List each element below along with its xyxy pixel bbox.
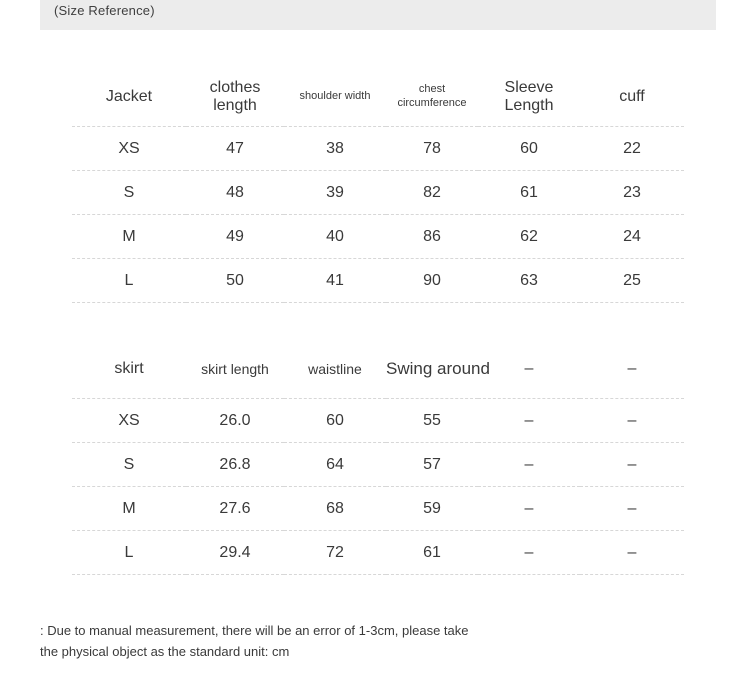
size-reference-label: (Size Reference)	[54, 3, 155, 18]
cell-value: –	[580, 399, 684, 443]
note-line-2: the physical object as the standard unit: cm	[40, 644, 290, 660]
table-row	[72, 531, 684, 575]
cell-value: 68	[284, 487, 386, 531]
table-header-row	[72, 340, 684, 399]
cell-value: 60	[284, 399, 386, 443]
cell-value: 55	[386, 399, 478, 443]
cell-value: 47	[186, 127, 284, 171]
cell-value: 78	[386, 127, 478, 171]
table-row	[72, 127, 684, 171]
cell-value: 72	[284, 531, 386, 575]
cell-value: –	[580, 487, 684, 531]
cell-value: 40	[284, 215, 386, 259]
measurement-note	[40, 620, 700, 663]
column-header: Jacket	[72, 68, 186, 127]
column-header: waistline	[284, 340, 386, 399]
cell-value: 25	[580, 259, 684, 303]
jacket-size-table-block	[72, 68, 684, 303]
note-line-1: : Due to manual measurement, there will be an error of 1-3cm, please take	[40, 623, 469, 638]
column-header: Swing around	[386, 340, 478, 399]
cell-value: 90	[386, 259, 478, 303]
cell-value: 59	[386, 487, 478, 531]
cell-value: 61	[478, 171, 580, 215]
table-row	[72, 259, 684, 303]
cell-value: –	[478, 399, 580, 443]
table-row	[72, 443, 684, 487]
cell-value: 41	[284, 259, 386, 303]
cell-value: –	[478, 531, 580, 575]
size-label: L	[72, 259, 186, 303]
cell-value: –	[478, 443, 580, 487]
size-label: XS	[72, 399, 186, 443]
column-header: chest circumference	[386, 68, 478, 127]
column-header: clothes length	[186, 68, 284, 127]
size-label: S	[72, 443, 186, 487]
cell-value: 50	[186, 259, 284, 303]
cell-value: –	[478, 487, 580, 531]
cell-value: 23	[580, 171, 684, 215]
table-row	[72, 171, 684, 215]
column-header: skirt length	[186, 340, 284, 399]
cell-value: 57	[386, 443, 478, 487]
cell-value: 39	[284, 171, 386, 215]
column-header: Sleeve Length	[478, 68, 580, 127]
size-label: M	[72, 487, 186, 531]
cell-value: 24	[580, 215, 684, 259]
cell-value: 48	[186, 171, 284, 215]
cell-value: –	[580, 443, 684, 487]
jacket-size-table	[72, 68, 684, 303]
cell-value: 63	[478, 259, 580, 303]
cell-value: 60	[478, 127, 580, 171]
cell-value: 49	[186, 215, 284, 259]
table-row	[72, 487, 684, 531]
column-header: –	[478, 340, 580, 399]
column-header: cuff	[580, 68, 684, 127]
column-header: skirt	[72, 340, 186, 399]
table-row	[72, 215, 684, 259]
cell-value: 26.8	[186, 443, 284, 487]
cell-value: 82	[386, 171, 478, 215]
skirt-size-table-block	[72, 340, 684, 575]
cell-value: 61	[386, 531, 478, 575]
size-label: L	[72, 531, 186, 575]
column-header: –	[580, 340, 684, 399]
table-row	[72, 399, 684, 443]
cell-value: 26.0	[186, 399, 284, 443]
size-label: M	[72, 215, 186, 259]
table-header-row	[72, 68, 684, 127]
cell-value: 27.6	[186, 487, 284, 531]
skirt-size-table	[72, 340, 684, 575]
cell-value: 29.4	[186, 531, 284, 575]
cell-value: 86	[386, 215, 478, 259]
cell-value: 22	[580, 127, 684, 171]
cell-value: 38	[284, 127, 386, 171]
size-label: XS	[72, 127, 186, 171]
cell-value: –	[580, 531, 684, 575]
size-label: S	[72, 171, 186, 215]
cell-value: 62	[478, 215, 580, 259]
column-header: shoulder width	[284, 68, 386, 127]
cell-value: 64	[284, 443, 386, 487]
